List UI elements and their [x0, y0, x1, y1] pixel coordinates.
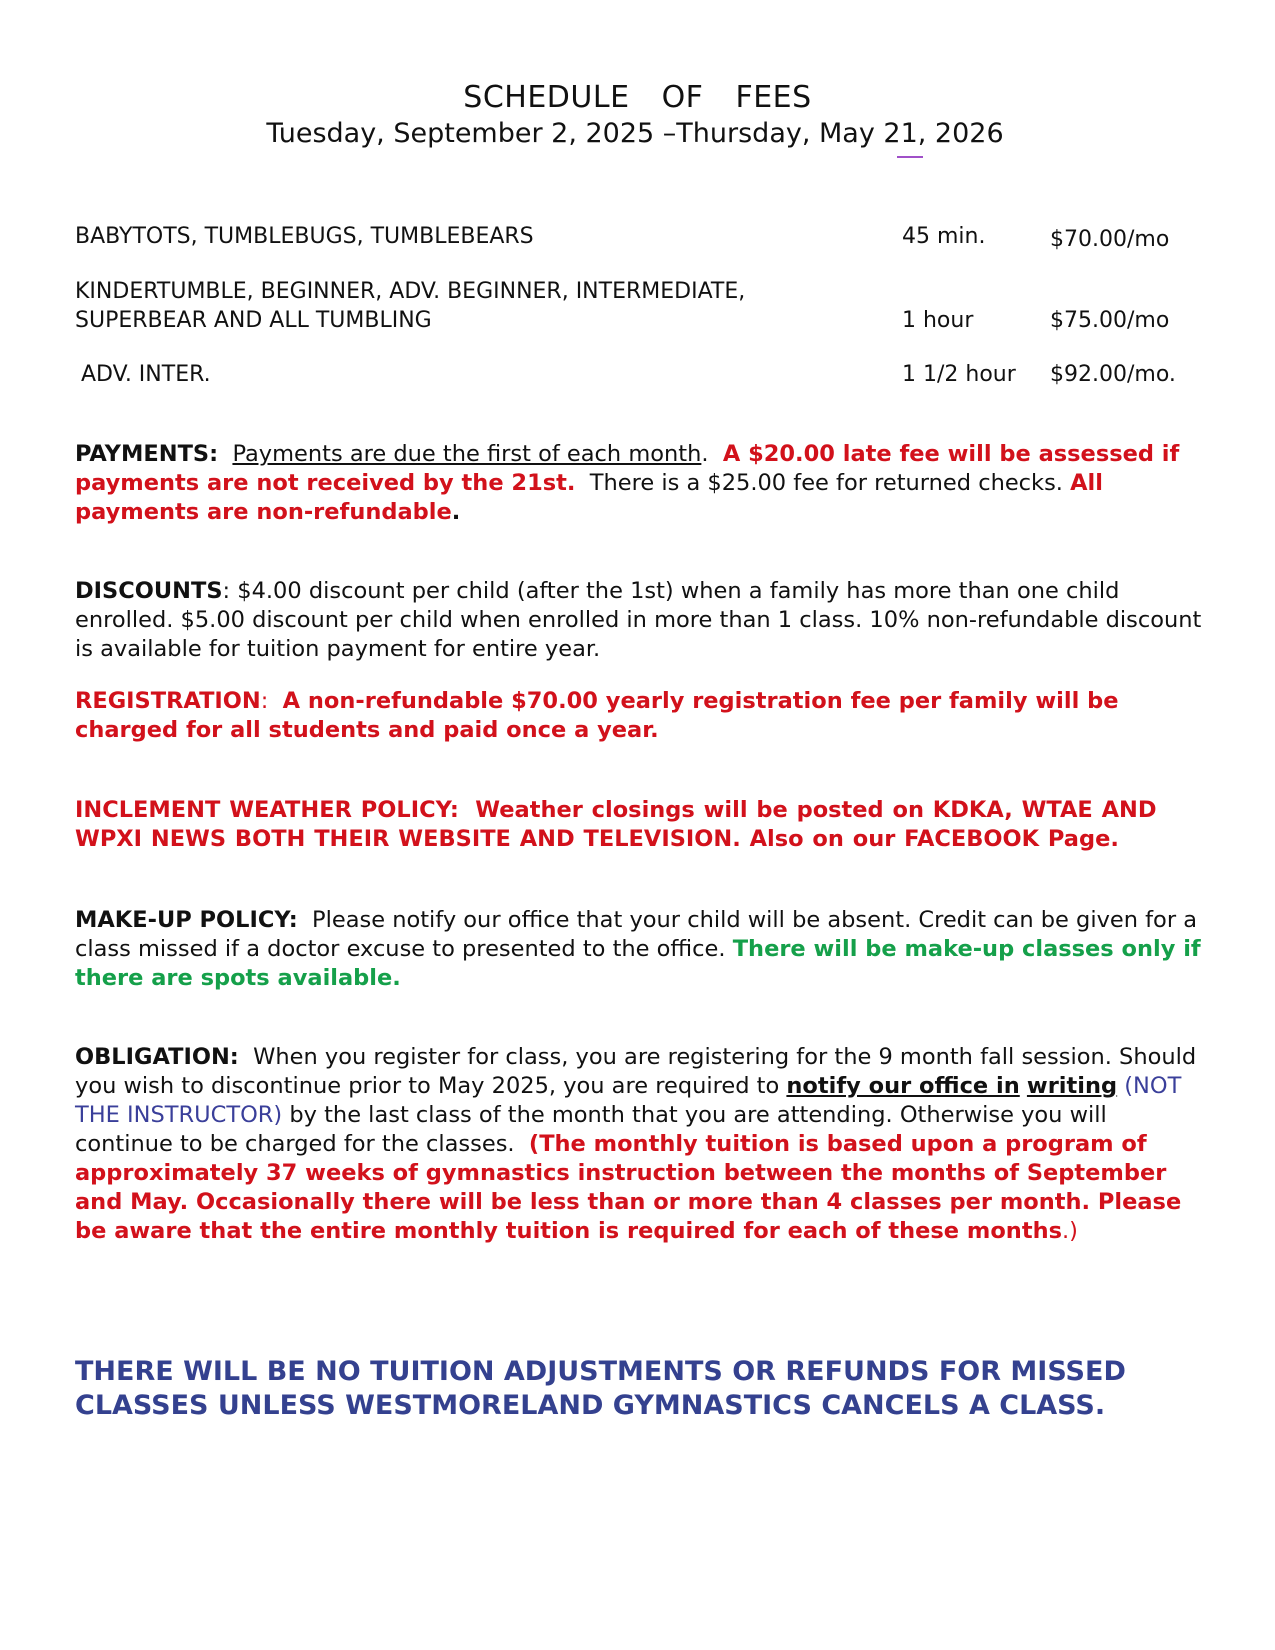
obligation-label: OBLIGATION: — [75, 1044, 239, 1070]
payments-section — [75, 440, 1205, 527]
writing-text: writing — [1026, 1073, 1118, 1099]
payments-label: PAYMENTS: — [75, 441, 219, 467]
makeup-label: MAKE-UP POLICY: — [75, 907, 298, 933]
fee-classes-line2: SUPERBEAR AND ALL TUMBLING — [75, 308, 432, 333]
late-fee-text: A $20.00 late fee will be assessed if payments are not received by the 21st. — [75, 441, 1180, 496]
edit-mark-icon — [897, 140, 923, 158]
open-paren: ( — [528, 1131, 540, 1157]
payments-period: . — [701, 441, 709, 467]
registration-section: REGISTRATION: A non-refundable $70.00 yearly registration fee per family will be charged for all students and paid once a year. — [75, 688, 1119, 743]
weather-text: Weather closings will be posted on KDKA, WTAE AND WPXI NEWS BOTH THEIR WEBSITE AND TELEVISION. Also on our FACEBOOK Page. — [75, 797, 1157, 852]
discounts-text: : $4.00 discount per child (after the 1st) when a family has more than one child enrolled. $5.00 discount per child when enrolled in more than 1 class. 10% non-refundable discount is available for tuition payment for entire year. — [75, 578, 1202, 662]
session-dates: Tuesday, September 2, 2025 –Thursday, May 21, 2026 — [266, 118, 1004, 149]
nonrefundable-text: All payments are non-refundable — [75, 470, 1103, 525]
payments-due-text: Payments are due the first of each month — [232, 441, 702, 467]
no-refunds-notice: THERE WILL BE NO TUITION ADJUSTMENTS OR REFUNDS FOR MISSED CLASSES UNLESS WESTMORELAND GYMNASTICS CANCELS A CLASS. — [75, 1356, 1126, 1421]
fee-classes-line1: KINDERTUMBLE, BEGINNER, ADV. BEGINNER, INTERMEDIATE, — [75, 279, 746, 304]
obligation-section — [75, 1043, 1205, 1246]
obligation-text-2: by the last class of the month that you are attending. Otherwise you will continue to be charged for the classes. — [75, 1102, 1107, 1157]
registration-label: REGISTRATION — [75, 688, 261, 714]
makeup-availability-text: There will be make-up classes only if there are spots available. — [75, 936, 1201, 991]
fee-duration: 1 hour — [902, 308, 974, 333]
makeup-text: Please notify our office that your child will be absent. Credit can be given for a class missed if a doctor excuse to presented to the office. — [75, 907, 1198, 962]
payments-end: . — [451, 499, 461, 525]
makeup-section — [75, 906, 1205, 993]
not-instructor-text: (NOT THE INSTRUCTOR) — [75, 1073, 1182, 1128]
notify-office-text: notify our office in — [786, 1073, 1020, 1099]
fee-classes: BABYTOTS, TUMBLEBUGS, TUMBLEBEARS — [75, 224, 534, 249]
fee-price: $75.00/mo — [1050, 308, 1170, 333]
discounts-label: DISCOUNTS — [75, 578, 223, 604]
fee-classes: ADV. INTER. — [81, 362, 211, 387]
registration-text: A non-refundable $70.00 yearly registration fee per family will be charged for all students and paid once a year. — [75, 688, 1119, 743]
fee-duration: 1 1/2 hour — [902, 362, 1016, 387]
obligation-text: When you register for class, you are registering for the 9 month fall session. Should you wish to discontinue prior to May 2025, you are required to — [75, 1044, 1197, 1099]
fee-price: $92.00/mo. — [1050, 362, 1176, 387]
fee-price: $70.00/mo — [1050, 227, 1170, 252]
tuition-explanation: The monthly tuition is based upon a program of approximately 37 weeks of gymnastics instruction between the months of September and May. Occasionally there will be less than or more than 4 classes per month. Please be aware that the entire monthly tuition is required for each of these months — [75, 1131, 1182, 1244]
close-paren: .) — [1061, 1218, 1078, 1244]
returned-check-text: There is a $25.00 fee for returned checks. — [589, 470, 1063, 496]
discounts-section — [75, 577, 1205, 664]
weather-label: INCLEMENT WEATHER POLICY: — [75, 797, 459, 823]
page-title: SCHEDULE OF FEES — [463, 80, 812, 115]
fee-duration: 45 min. — [902, 224, 986, 249]
weather-section — [75, 796, 1205, 854]
